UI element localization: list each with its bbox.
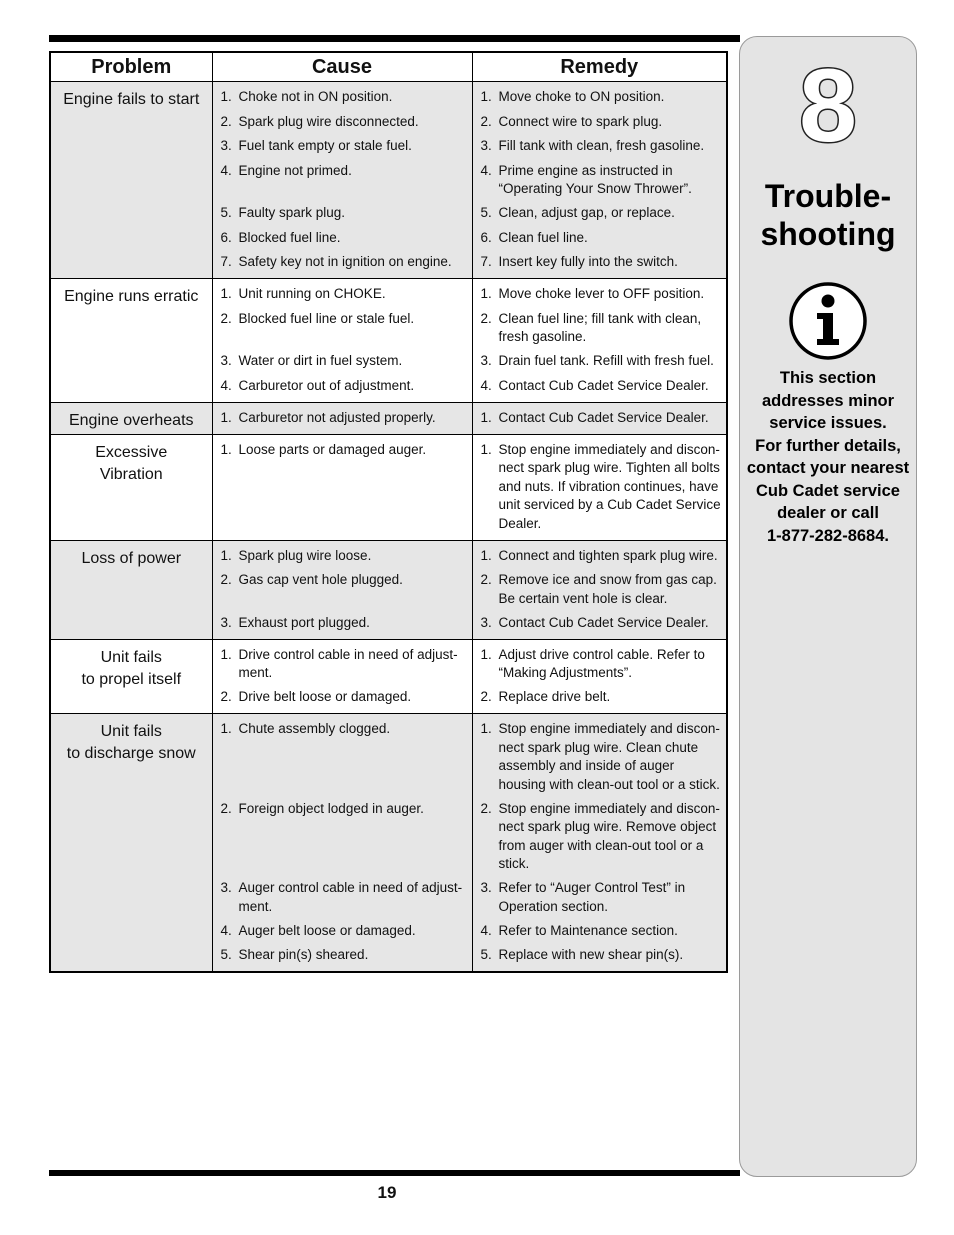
cause-item — [219, 253, 468, 272]
cause-item-number: 2. — [220, 310, 232, 326]
remedy-list — [479, 409, 723, 428]
cause-item-text: Carburetor not adjusted properly. — [238, 409, 436, 425]
sidebar-note-line: This section — [779, 369, 877, 387]
problem-cell — [50, 714, 212, 973]
cause-item-number: 7. — [220, 254, 232, 269]
chapter-sidebar — [739, 36, 917, 1177]
problem-text: Engine overheats — [68, 411, 194, 429]
cause-item-text: Loose parts or damaged auger. — [238, 441, 427, 457]
remedy-item-text: Contact Cub Cadet Service Dealer. — [498, 409, 709, 425]
remedy-item-number: 2. — [480, 310, 492, 326]
remedy-item — [479, 377, 723, 396]
remedy-item-text: Refer to Maintenance section. — [498, 922, 678, 938]
problem-text: Unit fails — [100, 648, 162, 666]
cause-cell — [212, 434, 472, 540]
remedy-cell — [472, 434, 727, 540]
sidebar-note-line: dealer or call — [777, 504, 879, 522]
cause-item — [219, 310, 468, 347]
remedy-cell — [472, 402, 727, 434]
remedy-cell — [472, 279, 727, 403]
remedy-item-number: 2. — [480, 572, 492, 587]
cause-item — [219, 441, 468, 534]
cause-item — [219, 879, 468, 916]
cause-item — [219, 614, 468, 633]
cause-item-text: Blocked fuel line. — [238, 229, 341, 245]
problem-text: Unit fails — [100, 723, 162, 740]
remedy-item — [479, 720, 723, 794]
cause-item-number: 3. — [220, 614, 232, 630]
cause-item-number: 1. — [220, 721, 232, 736]
remedy-item-text: Stop engine immediately and discon-nect spark plug wire. Tighten all bolts and nuts. If vibration continues, have unit serviced by a Cub Cadet Service Dealer. — [498, 441, 721, 531]
remedy-item — [479, 614, 723, 633]
remedy-list — [479, 88, 723, 272]
cause-item-number: 2. — [220, 689, 232, 704]
cause-list — [219, 720, 468, 965]
cause-item-text: Exhaust port plugged. — [238, 614, 370, 630]
remedy-item-number: 4. — [480, 922, 492, 938]
remedy-item — [479, 879, 723, 916]
cause-item — [219, 352, 468, 371]
cause-item — [219, 162, 468, 199]
remedy-item-number: 4. — [480, 377, 492, 393]
cause-item-text: Auger belt loose or damaged. — [238, 922, 416, 938]
table-header-row — [50, 52, 727, 82]
cause-cell — [212, 714, 472, 973]
cause-item — [219, 800, 468, 874]
cause-list — [219, 285, 468, 396]
remedy-item-number: 1. — [480, 646, 492, 662]
cause-item-text: Fuel tank empty or stale fuel. — [238, 138, 412, 153]
remedy-list — [479, 285, 723, 396]
sidebar-note — [744, 367, 912, 547]
cause-item — [219, 409, 468, 428]
cause-item — [219, 946, 468, 965]
remedy-item-number: 4. — [480, 162, 492, 178]
cause-list — [219, 547, 468, 633]
cause-item — [219, 285, 468, 304]
cause-item-text: Carburetor out of adjustment. — [238, 377, 415, 393]
remedy-item-text: Connect wire to spark plug. — [498, 113, 663, 129]
cause-item — [219, 646, 468, 683]
problem-cell — [50, 402, 212, 434]
chapter-title — [740, 177, 916, 253]
remedy-item — [479, 310, 723, 347]
problem-cell — [50, 540, 212, 639]
troubleshooting-table — [49, 51, 728, 973]
remedy-item-text: Clean fuel line. — [498, 229, 588, 245]
remedy-item — [479, 441, 723, 534]
cause-item — [219, 137, 468, 156]
remedy-item — [479, 946, 723, 965]
cause-item-text: Foreign object lodged in auger. — [238, 800, 424, 816]
cause-item — [219, 688, 468, 707]
cause-cell — [212, 402, 472, 434]
remedy-item-number: 3. — [480, 614, 492, 630]
table-row — [50, 82, 727, 279]
cause-item-number: 4. — [220, 922, 232, 938]
remedy-item-number: 1. — [480, 721, 492, 736]
remedy-item-number: 7. — [480, 254, 492, 269]
remedy-item-text: Contact Cub Cadet Service Dealer. — [498, 377, 709, 393]
header-cause: Cause — [212, 52, 472, 82]
cause-item-number: 1. — [220, 89, 232, 104]
cause-item-number: 1. — [220, 286, 232, 301]
remedy-item — [479, 88, 723, 107]
info-icon — [788, 281, 868, 366]
table-row — [50, 402, 727, 434]
remedy-item-number: 3. — [480, 880, 492, 895]
remedy-item-text: Insert key fully into the switch. — [498, 254, 678, 269]
remedy-item — [479, 253, 723, 272]
remedy-cell — [472, 540, 727, 639]
remedy-item-number: 1. — [480, 441, 492, 457]
cause-item-text: Spark plug wire loose. — [238, 547, 372, 563]
remedy-item-text: Stop engine immediately and discon-nect spark plug wire. Clean chute assembly and inside of auger housing with clean-out tool or a stick. — [498, 721, 720, 792]
chapter-number — [740, 57, 916, 157]
cause-item-text: Choke not in ON position. — [238, 89, 393, 104]
sidebar-note-line: 1-877-282-8684. — [766, 526, 889, 545]
cause-item-number: 4. — [220, 162, 232, 178]
remedy-item-text: Remove ice and snow from gas cap. Be certain vent hole is clear. — [498, 572, 717, 606]
sidebar-note-line: For further details, — [755, 436, 901, 455]
remedy-list — [479, 646, 723, 708]
problem-cell — [50, 639, 212, 714]
chapter-number-text: 8 — [799, 57, 857, 157]
remedy-item-number: 2. — [480, 689, 492, 704]
cause-cell — [212, 279, 472, 403]
problem-text: Engine runs erratic — [64, 288, 199, 305]
cause-item-number: 2. — [220, 572, 232, 587]
cause-cell — [212, 639, 472, 714]
remedy-item — [479, 229, 723, 248]
cause-item-text: Spark plug wire disconnected. — [238, 113, 419, 129]
page-number: 19 — [377, 1183, 397, 1202]
remedy-item-text: Refer to “Auger Control Test” in Operation section. — [498, 880, 686, 914]
remedy-item-number: 2. — [480, 113, 492, 129]
sidebar-note-line: Cub Cadet service — [756, 481, 900, 500]
problem-cell — [50, 434, 212, 540]
remedy-item-number: 6. — [480, 229, 492, 245]
problem-text: Loss of power — [81, 549, 182, 567]
remedy-item — [479, 547, 723, 566]
chapter-title-line1: Trouble- — [764, 178, 892, 214]
remedy-cell — [472, 82, 727, 279]
cause-item — [219, 547, 468, 566]
cause-item-text: Unit running on CHOKE. — [238, 286, 386, 301]
remedy-item-text: Replace drive belt. — [498, 689, 611, 704]
chapter-number-graphic — [788, 57, 868, 157]
remedy-item-text: Connect and tighten spark plug wire. — [498, 547, 718, 563]
cause-list — [219, 409, 468, 428]
bottom-rule — [49, 1170, 740, 1176]
remedy-cell — [472, 714, 727, 973]
cause-item-number: 4. — [220, 377, 232, 393]
remedy-item-text: Fill tank with clean, fresh gasoline. — [498, 138, 705, 153]
cause-item — [219, 229, 468, 248]
remedy-item-number: 1. — [480, 286, 492, 301]
cause-item-number: 3. — [220, 880, 232, 895]
remedy-item-text: Replace with new shear pin(s). — [498, 947, 684, 962]
remedy-item-number: 5. — [480, 947, 492, 962]
cause-cell — [212, 540, 472, 639]
cause-list — [219, 646, 468, 708]
problem-text: Excessive — [95, 443, 168, 461]
remedy-item-text: Move choke lever to OFF position. — [498, 286, 705, 301]
problem-text: to propel itself — [81, 670, 182, 688]
remedy-item-number: 1. — [480, 409, 492, 425]
cause-item-text: Blocked fuel line or stale fuel. — [238, 310, 415, 326]
remedy-cell — [472, 639, 727, 714]
remedy-item-number: 1. — [480, 89, 492, 104]
table-body — [50, 82, 727, 973]
cause-item-text: Chute assembly clogged. — [238, 721, 391, 736]
cause-item-number: 2. — [220, 800, 232, 816]
remedy-item — [479, 688, 723, 707]
cause-list — [219, 88, 468, 272]
cause-item-text: Auger control cable in need of adjust-ment. — [238, 880, 463, 914]
remedy-item-text: Stop engine immediately and discon-nect spark plug wire. Remove object from auger with clean-out tool or a stick. — [498, 800, 720, 871]
remedy-item — [479, 571, 723, 608]
remedy-list — [479, 547, 723, 633]
remedy-item-number: 2. — [480, 800, 492, 816]
cause-item — [219, 204, 468, 223]
table-row — [50, 434, 727, 540]
remedy-item — [479, 646, 723, 683]
cause-item-number: 1. — [220, 409, 232, 425]
cause-item-text: Drive belt loose or damaged. — [238, 689, 412, 704]
cause-item — [219, 113, 468, 132]
remedy-item — [479, 285, 723, 304]
cause-item-number: 1. — [220, 441, 232, 457]
remedy-item-number: 3. — [480, 138, 492, 153]
problem-text: Vibration — [99, 465, 163, 483]
cause-item-text: Gas cap vent hole plugged. — [238, 572, 403, 587]
remedy-item-text: Prime engine as instructed in “Operating Your Snow Thrower”. — [498, 162, 692, 196]
cause-item-number: 1. — [220, 646, 232, 662]
remedy-item — [479, 113, 723, 132]
cause-list — [219, 441, 468, 534]
cause-item — [219, 88, 468, 107]
remedy-item-text: Clean fuel line; fill tank with clean, fresh gasoline. — [498, 310, 702, 344]
remedy-item-text: Adjust drive control cable. Refer to “Making Adjustments”. — [498, 646, 705, 680]
remedy-item — [479, 409, 723, 428]
cause-item-text: Faulty spark plug. — [238, 205, 346, 220]
problem-text: to discharge snow — [66, 745, 196, 762]
cause-item-number: 5. — [220, 205, 232, 220]
remedy-item-text: Drain fuel tank. Refill with fresh fuel. — [498, 353, 714, 368]
cause-item-text: Water or dirt in fuel system. — [238, 353, 403, 368]
cause-item-number: 3. — [220, 353, 232, 368]
remedy-item — [479, 800, 723, 874]
remedy-item — [479, 204, 723, 223]
cause-item — [219, 922, 468, 941]
cause-item — [219, 720, 468, 794]
header-remedy: Remedy — [472, 52, 727, 82]
problem-cell — [50, 82, 212, 279]
remedy-list — [479, 720, 723, 965]
cause-item-number: 1. — [220, 547, 232, 563]
cause-item-number: 3. — [220, 138, 232, 153]
top-rule — [49, 35, 740, 42]
header-problem: Problem — [50, 52, 212, 82]
cause-cell — [212, 82, 472, 279]
sidebar-note-line: addresses minor — [761, 391, 895, 410]
remedy-item — [479, 137, 723, 156]
sidebar-note-line: service issues. — [769, 414, 887, 432]
remedy-item-number: 5. — [480, 205, 492, 220]
remedy-item-number: 1. — [480, 547, 492, 563]
remedy-item — [479, 352, 723, 371]
remedy-item-number: 3. — [480, 353, 492, 368]
cause-item-text: Drive control cable in need of adjust-ment. — [238, 646, 458, 680]
cause-item-text: Shear pin(s) sheared. — [238, 947, 369, 962]
table-row — [50, 279, 727, 403]
remedy-item — [479, 922, 723, 941]
cause-item — [219, 377, 468, 396]
remedy-item-text: Contact Cub Cadet Service Dealer. — [498, 614, 709, 630]
cause-item-number: 5. — [220, 947, 232, 962]
problem-text: Engine fails to start — [63, 91, 200, 108]
sidebar-note-line: contact your nearest — [746, 459, 910, 477]
table-row — [50, 540, 727, 639]
table-row — [50, 639, 727, 714]
cause-item-text: Engine not primed. — [238, 162, 352, 178]
cause-item — [219, 571, 468, 608]
remedy-item-text: Clean, adjust gap, or replace. — [498, 205, 675, 220]
table-row — [50, 714, 727, 973]
remedy-item — [479, 162, 723, 199]
cause-item-number: 6. — [220, 229, 232, 245]
cause-item-number: 2. — [220, 113, 232, 129]
chapter-title-line2: shooting — [760, 216, 896, 252]
problem-cell — [50, 279, 212, 403]
cause-item-text: Safety key not in ignition on engine. — [238, 254, 452, 269]
remedy-list — [479, 441, 723, 534]
remedy-item-text: Move choke to ON position. — [498, 89, 665, 104]
